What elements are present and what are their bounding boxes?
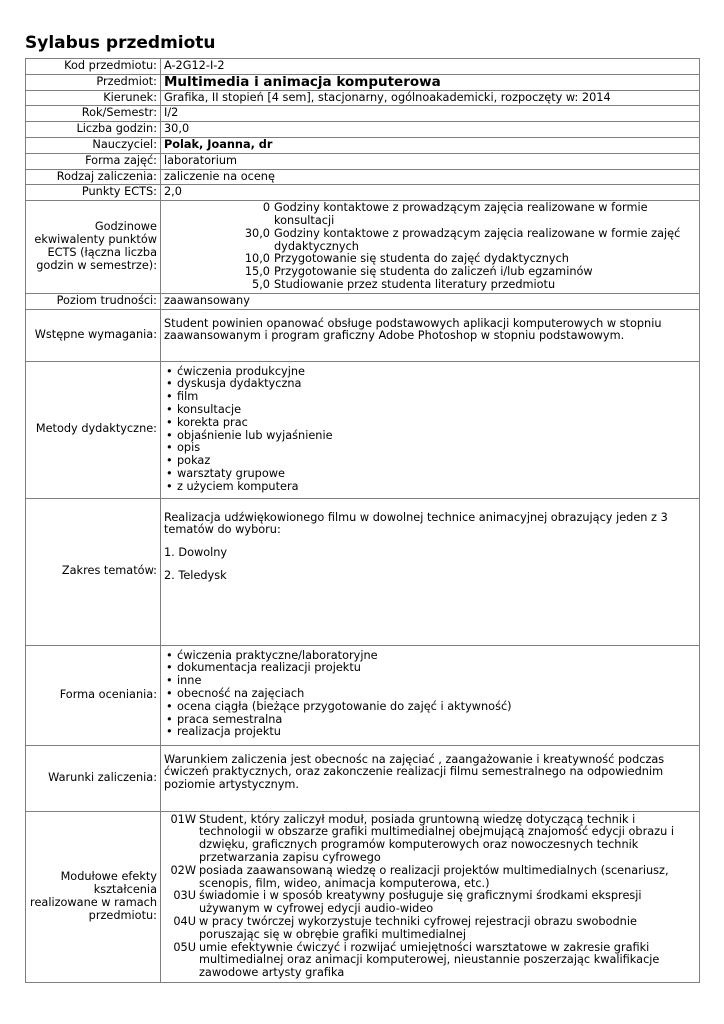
label-przedmiot: Przedmiot: (26, 74, 161, 90)
value-przedmiot: Multimedia i animacja komputerowa (161, 74, 700, 90)
label-rok: Rok/Semestr: (26, 106, 161, 122)
value-kierunek: Grafika, II stopień [4 sem], stacjonarny, ogólnoakademicki, rozpoczęty w: 2014 (161, 90, 700, 106)
value-poziom: zaawansowany (161, 293, 700, 309)
value-zakres (161, 498, 700, 645)
list-item: • warsztaty grupowe (164, 468, 696, 481)
value-wymagania: Student powinien opanować obsługe podstawowych aplikacji komputerowych w stopniu zaawansowanym i program graficzny Adobe Photoshop w stopniu podstawowym. (161, 309, 700, 361)
list-item: • obecność na zajęciach (164, 688, 696, 701)
list-item: • dokumentacja realizacji projektu (164, 662, 696, 675)
grading-list (164, 650, 696, 740)
row-poziom (26, 293, 700, 309)
row-wymagania (26, 309, 700, 361)
row-zakres (26, 498, 700, 645)
topics-intro: Realizacja udźwiękowionego filmu w dowolnej technice animacyjnej obrazujący jeden z 3 tematów do wyboru: (164, 510, 668, 537)
hours-text: Godziny kontaktowe z prowadzącym zajęcia realizowane w formie zajęć dydaktycznych (274, 226, 681, 253)
label-kierunek: Kierunek: (26, 90, 161, 106)
list-item: • ćwiczenia produkcyjne (164, 366, 696, 379)
label-metody: Metody dydaktyczne: (26, 361, 161, 498)
row-ekwiwalent (26, 201, 700, 294)
row-godziny (26, 122, 700, 138)
methods-list (164, 366, 696, 494)
page-title: Sylabus przedmiotu (25, 33, 216, 53)
topic-1: 1. Dowolny (164, 546, 228, 560)
value-kod: A-2G12-I-2 (161, 59, 700, 75)
list-item: • pokaz (164, 455, 696, 468)
outcome-text: w pracy twórczej wykorzystuje techniki cyfrowej rejestracji obrazu swobodnie poruszając się w obrębie grafiki multimedialnej (199, 914, 637, 941)
value-ocenianie (161, 645, 700, 745)
outcome-code: 04U (173, 914, 196, 928)
label-ects: Punkty ECTS: (26, 185, 161, 201)
value-nauczyciel: Polak, Joanna, dr (161, 137, 700, 153)
list-item: • film (164, 391, 696, 404)
row-forma (26, 153, 700, 169)
row-warunki (26, 745, 700, 811)
label-godziny: Liczba godzin: (26, 122, 161, 138)
row-kod (26, 59, 700, 75)
topic-2: 2. Teledysk (164, 568, 227, 582)
hours-text: Przygotowanie się studenta do zaliczeń i/lub egzaminów (274, 265, 593, 279)
list-item: • ocena ciągła (bieżące przygotowanie do zajęć i aktywność) (164, 701, 696, 714)
label-poziom: Poziom trudności: (26, 293, 161, 309)
value-forma: laboratorium (161, 153, 700, 169)
list-item: • objaśnienie lub wyjaśnienie (164, 430, 696, 443)
label-ekwiwalent: Godzinowe ekwiwalenty punktów ECTS (łączna liczba godzin w semestrze): (26, 201, 161, 294)
hours-number: 5,0 (252, 277, 270, 291)
outcomes-list (164, 814, 696, 980)
value-rok: I/2 (161, 106, 700, 122)
list-item: • konsultacje (164, 404, 696, 417)
outcome-text: Student, który zaliczył moduł, posiada gruntowną wiedzę dotyczącą technik i technologii w obszarze grafiki multimedialnej obejmującą znajomość edycji obrazu i dzwięku, graficznych programów komputerowych oraz nowoczesnych technik przetwarzania zapisu cyfrowego (199, 812, 674, 864)
hours-text: Przygotowanie się studenta do zajęć dydaktycznych (274, 252, 569, 266)
row-przedmiot (26, 74, 700, 90)
hours-number: 10,0 (244, 252, 270, 266)
outcome-code: 01W (170, 812, 196, 826)
label-zakres: Zakres tematów: (26, 498, 161, 645)
hours-text: Godziny kontaktowe z prowadzącym zajęcia realizowane w formie konsultacji (274, 201, 648, 227)
hours-list (164, 202, 696, 292)
label-warunki: Warunki zaliczenia: (26, 745, 161, 811)
row-ects (26, 185, 700, 201)
row-rok (26, 106, 700, 122)
list-item: • ćwiczenia praktyczne/laboratoryjne (164, 650, 696, 663)
label-ocenianie: Forma oceniania: (26, 645, 161, 745)
value-ects: 2,0 (161, 185, 700, 201)
row-rodzaj (26, 169, 700, 185)
value-rodzaj: zaliczenie na ocenę (161, 169, 700, 185)
hours-number: 0 (262, 201, 270, 215)
row-efekty (26, 811, 700, 982)
row-kierunek (26, 90, 700, 106)
value-ekwiwalent (161, 201, 700, 294)
value-metody (161, 361, 700, 498)
outcome-text: posiada zaawansowaną wiedzę o realizacji projektów multimedialnych (scenariusz, scenopis, film, wideo, animacja komputerowa, etc.) (199, 863, 669, 890)
row-nauczyciel (26, 137, 700, 153)
outcome-text: świadomie i w sposób kreatywny posługuje się graficznymi środkami ekspresji używanym w cyfrowej edycji audio-wideo (199, 889, 642, 916)
row-ocenianie (26, 645, 700, 745)
label-forma: Forma zajęć: (26, 153, 161, 169)
row-metody (26, 361, 700, 498)
list-item: • inne (164, 675, 696, 688)
label-rodzaj: Rodzaj zaliczenia: (26, 169, 161, 185)
outcome-code: 02W (170, 863, 196, 877)
hours-number: 15,0 (244, 265, 270, 279)
list-item: • dyskusja dydaktyczna (164, 378, 696, 391)
hours-number: 30,0 (244, 226, 270, 240)
list-item: • korekta prac (164, 417, 696, 430)
outcome-code: 03U (173, 889, 196, 903)
label-wymagania: Wstępne wymagania: (26, 309, 161, 361)
value-efekty (161, 811, 700, 982)
value-warunki: Warunkiem zaliczenia jest obecnośc na zajęciać , zaangażowanie i kreatywność podczas ćwiczeń praktycznych, oraz zakonczenie realizacji filmu semestralnego na odpowiednim poziomie artystycznym. (161, 745, 700, 811)
syllabus-table (25, 58, 700, 983)
list-item: • praca semestralna (164, 714, 696, 727)
hours-text: Studiowanie przez studenta literatury przedmiotu (274, 277, 556, 291)
list-item: • realizacja projektu (164, 726, 696, 739)
label-kod: Kod przedmiotu: (26, 59, 161, 75)
value-godziny: 30,0 (161, 122, 700, 138)
outcome-text: umie efektywnie ćwiczyć i rozwijać umiejętności warsztatowe w zakresie grafiki multimedialnej oraz animacji komputerowej, nieustannie poszerzając kwalifikacje zawodowe artysty grafika (199, 940, 660, 980)
label-nauczyciel: Nauczyciel: (26, 137, 161, 153)
list-item: • opis (164, 442, 696, 455)
outcome-code: 05U (173, 940, 196, 954)
list-item: • z użyciem komputera (164, 481, 696, 494)
label-efekty: Modułowe efekty kształcenia realizowane w ramach przedmiotu: (26, 811, 161, 982)
